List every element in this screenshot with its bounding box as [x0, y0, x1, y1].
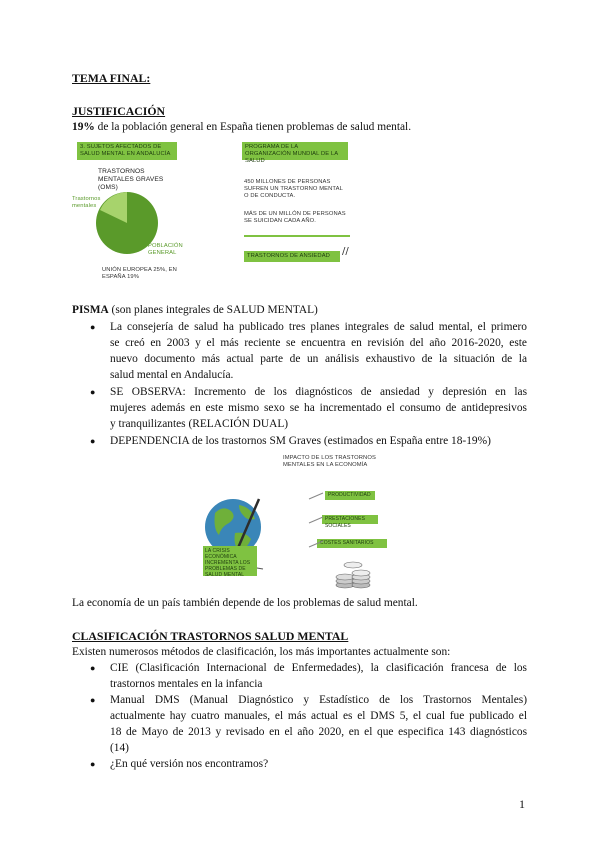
bullet-icon: ●	[90, 695, 96, 705]
pisma-b1-l2: se creó en 2003 y el más reciente se encuentra en revisión del año 2016-2020, este	[110, 337, 527, 349]
pisma-b1-l1: La consejería de salud ha publicado tres planes integrales de salud mental, el primero	[110, 321, 527, 333]
bar-costes: COSTES SANITARIOS	[317, 539, 387, 548]
justificacion-percent: 19%	[72, 121, 95, 133]
globe-note: LA CRISIS ECONÓMICA INCREMENTA LOS PROBLEMAS DE SALUD MENTAL	[203, 546, 257, 576]
fig2-top-text: IMPACTO DE LOS TRASTORNOS MENTALES EN LA ECONOMÍA	[283, 455, 376, 468]
pisma-b1-l3: nuevo documento más actual parte de un análisis exhaustivo de la situación de la	[110, 353, 527, 365]
pie-label-trastornos: Trastornos mentales	[72, 196, 101, 209]
heading-clasificacion: CLASIFICACIÓN TRASTORNOS SALUD MENTAL	[72, 629, 349, 643]
stat-450-millones: 450 MILLONES DE PERSONAS SUFREN UN TRASTORNO MENTAL O DE CONDUCTA.	[244, 179, 343, 199]
bullet-icon: ●	[90, 759, 96, 769]
stat-suicidios: MÁS DE UN MILLÓN DE PERSONAS SE SUICIDAN CADA AÑO.	[244, 211, 346, 224]
bar-productividad: PRODUCTIVIDAD	[325, 491, 375, 500]
bullet-icon: ●	[90, 436, 96, 446]
clas-b2-l4: (14)	[110, 742, 129, 754]
divider	[244, 235, 350, 237]
page-title: TEMA FINAL:	[72, 71, 151, 85]
bullet-icon: ●	[90, 322, 96, 332]
pen-mark-icon: //	[342, 246, 349, 257]
clas-b1-l1: CIE (Clasificación Internacional de Enfermedades), la clasificación francesa de los	[110, 662, 527, 674]
clasificacion-intro: Existen numerosos métodos de clasificación, los más importantes actualmente son:	[72, 646, 451, 658]
pisma-heading	[72, 302, 528, 318]
justificacion-text	[72, 119, 528, 135]
pisma-b1-l4: salud mental en Andalucía.	[110, 369, 234, 381]
coins-icon	[335, 557, 373, 589]
heading-justificacion: JUSTIFICACIÓN	[72, 104, 166, 118]
page-number: 1	[519, 797, 525, 811]
banner-ansiedad: TRASTORNOS DE ANSIEDAD	[244, 251, 340, 262]
clas-b2-l1: Manual DMS (Manual Diagnóstico y Estadístico de los Trastornos Mentales)	[110, 694, 527, 706]
clas-b3-l1: ¿En qué versión nos encontramos?	[110, 758, 269, 770]
bullet-icon: ●	[90, 663, 96, 673]
pisma-bold: PISMA	[72, 304, 109, 316]
pisma-b2-l1: SE OBSERVA: Incremento de los diagnósticos de ansiedad y depresión en las	[110, 386, 527, 398]
bar-prestaciones: PRESTACIONES SOCIALES	[322, 515, 378, 524]
clas-b2-l2: actualmente hay cuatro manuales, el más actual es el DMS 5, el cual fue publicado el	[110, 710, 527, 722]
pie-label-poblacion: POBLACIÓN GENERAL	[148, 243, 183, 256]
clas-b2-l3: 18 de Mayo de 2013 y revisado en el año 2020, en el que especifica 143 diagnósticos	[110, 726, 527, 738]
pisma-b3-l1: DEPENDENCIA de los trastornos SM Graves (estimados en España entre 18-19%)	[110, 435, 491, 447]
clas-b1-l2: trastornos mentales en la infancia	[110, 678, 263, 690]
figure-economia	[195, 453, 405, 589]
economia-text: La economía de un país también depende de los problemas de salud mental.	[72, 597, 418, 609]
figure-salud-mental-stats	[72, 136, 362, 288]
pisma-b2-l2: mujeres además en este mismo sexo se ha incrementado el consumo de antidepresivos	[110, 402, 527, 414]
banner-sujetos-afectados: 3. SUJETOS AFECTADOS DE SALUD MENTAL EN ANDALUCÍA	[77, 142, 177, 160]
banner-oms-program: PROGRAMA DE LA ORGANIZACIÓN MUNDIAL DE LA SALUD	[242, 142, 348, 160]
justificacion-sentence: de la población general en España tienen problemas de salud mental.	[94, 121, 412, 133]
note-ue: UNIÓN EUROPEA 25%, EN ESPAÑA 19%	[102, 267, 177, 280]
pisma-b2-l3: y tranquilizantes (RELACIÓN DUAL)	[110, 418, 289, 430]
arrows-icon	[303, 487, 325, 553]
bullet-icon: ●	[90, 387, 96, 397]
pisma-rest: (son planes integrales de SALUD MENTAL)	[108, 304, 318, 316]
chart-title-tmg: TRASTORNOS MENTALES GRAVES (OMS)	[98, 168, 164, 191]
